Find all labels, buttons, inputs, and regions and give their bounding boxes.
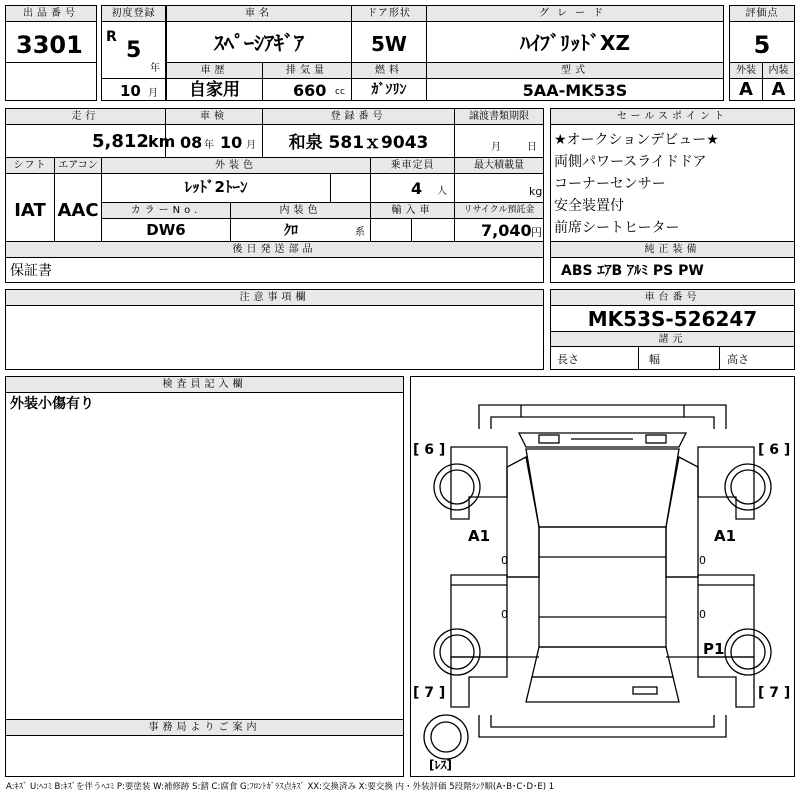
car-name: ｽﾍﾟｰｼｱｷﾞｱ bbox=[214, 31, 304, 55]
registration-number: 和泉 581ｘ9043 bbox=[288, 133, 429, 153]
spare-tire-label: [ﾚｽ] bbox=[429, 758, 452, 772]
history-label: 車歴 bbox=[167, 63, 262, 79]
genuine-equipment: ABS ｴｱB ｱﾙﾐ PS PW bbox=[561, 263, 704, 279]
inspection-cell bbox=[165, 108, 263, 158]
lot-number: 3301 bbox=[16, 31, 83, 59]
grade-label: グレード bbox=[427, 6, 723, 22]
shift-cell bbox=[5, 157, 55, 242]
door-fr bbox=[666, 457, 698, 577]
displacement-unit: cc bbox=[335, 87, 345, 97]
notes-box bbox=[5, 289, 544, 370]
first-reg-cell bbox=[101, 5, 166, 101]
model-cell bbox=[426, 62, 724, 101]
sales-points-box bbox=[550, 108, 795, 242]
int-color: ｸﾛ bbox=[284, 223, 298, 239]
capacity: 4 bbox=[411, 179, 423, 198]
car-diagram-box bbox=[410, 376, 795, 777]
mileage: 5,812 bbox=[92, 131, 149, 152]
zero-mark: 0 bbox=[699, 554, 706, 567]
shift: IAT bbox=[14, 200, 46, 221]
inspector-note: 外装小傷有り bbox=[10, 396, 94, 412]
damage-mark-a1-right: A1 bbox=[714, 527, 737, 545]
transfer-day-unit: 日 bbox=[527, 142, 537, 153]
office-box bbox=[5, 719, 404, 777]
car-diagram bbox=[411, 377, 794, 776]
sales-points-label: セールスポイント bbox=[551, 109, 794, 125]
exterior-grade: A bbox=[739, 79, 753, 100]
first-reg-month-unit: 月 bbox=[148, 88, 158, 99]
shift-label: シフト bbox=[6, 158, 54, 174]
mileage-cell bbox=[5, 108, 176, 158]
inspector-label: 検査員記入欄 bbox=[6, 377, 403, 393]
wheel-fl bbox=[434, 464, 480, 510]
car-name-cell bbox=[166, 5, 352, 63]
door-label: ドア形状 bbox=[352, 6, 426, 22]
sales-point-item: 安全装置付 bbox=[554, 198, 624, 214]
rear-window bbox=[532, 647, 673, 677]
registration-cell bbox=[262, 108, 455, 158]
office-label: 事務局よりご案内 bbox=[6, 720, 403, 736]
score-cell bbox=[729, 5, 795, 63]
int-color-unit: 系 bbox=[355, 227, 365, 238]
aircon-label: エアコン bbox=[55, 158, 101, 174]
color-no: DW6 bbox=[146, 221, 186, 239]
grade-cell bbox=[426, 5, 724, 63]
later-parts-box bbox=[5, 241, 544, 283]
capacity-label: 乗車定員 bbox=[371, 158, 454, 174]
color-no-label: カラーNo. bbox=[102, 203, 230, 219]
max-load-label: 最大積載量 bbox=[455, 158, 543, 174]
sales-point-item: 前席シートヒーター bbox=[554, 220, 680, 236]
zero-mark: 0 bbox=[501, 608, 508, 621]
chassis-label: 車台番号 bbox=[551, 290, 794, 306]
inspection-month: 10 bbox=[220, 133, 243, 152]
fuel: ｶﾞｿﾘﾝ bbox=[371, 82, 407, 98]
mileage-unit: km bbox=[148, 132, 176, 151]
color-no-cell bbox=[101, 202, 231, 242]
damage-mark-a1-left: A1 bbox=[468, 527, 491, 545]
damage-mark-p1: P1 bbox=[703, 640, 725, 658]
first-reg-year-unit: 年 bbox=[150, 63, 160, 74]
fuel-label: 燃料 bbox=[352, 63, 426, 79]
tire-label-rr: [ 7 ] bbox=[758, 685, 791, 701]
ext-color-label: 外装色 bbox=[102, 158, 370, 174]
recycle-amount: 7,040 bbox=[481, 221, 532, 240]
int-color-cell bbox=[230, 202, 371, 242]
tailgate bbox=[526, 677, 679, 702]
import-cell bbox=[370, 202, 455, 242]
interior-grade-cell bbox=[762, 62, 795, 101]
sales-point-item: コーナーセンサー bbox=[554, 176, 666, 192]
tire-label-fr: [ 6 ] bbox=[758, 442, 791, 458]
score: 5 bbox=[753, 31, 771, 59]
inspection-year-unit: 年 bbox=[204, 140, 214, 151]
zero-mark: 0 bbox=[501, 554, 508, 567]
later-parts-label: 後日発送部品 bbox=[6, 242, 543, 258]
grade: ﾊｲﾌﾞﾘｯﾄﾞXZ bbox=[520, 31, 630, 55]
windshield bbox=[526, 449, 679, 527]
roof bbox=[539, 527, 666, 647]
capacity-unit: 人 bbox=[437, 186, 447, 197]
registration-label: 登録番号 bbox=[263, 109, 454, 125]
inspection-month-unit: 月 bbox=[246, 140, 256, 151]
genuine-box bbox=[550, 241, 795, 283]
recycle-unit: 円 bbox=[531, 226, 542, 239]
rear-fender-left bbox=[451, 657, 507, 707]
dims-length-label: 長さ bbox=[557, 353, 579, 366]
inspection-year: 08 bbox=[180, 133, 203, 152]
transfer-month-unit: 月 bbox=[491, 142, 501, 153]
first-reg-year: 5 bbox=[126, 38, 142, 63]
history: 自家用 bbox=[189, 80, 240, 100]
transfer-label: 譲渡書類期限 bbox=[455, 109, 543, 125]
score-label: 評価点 bbox=[730, 6, 794, 22]
recycle-cell bbox=[454, 202, 544, 242]
door-type: 5W bbox=[371, 32, 407, 56]
door-fl bbox=[507, 457, 539, 577]
displacement-label: 排気量 bbox=[263, 63, 351, 79]
wheel-rl bbox=[434, 629, 480, 675]
tire-label-fl: [ 6 ] bbox=[413, 442, 446, 458]
int-color-label: 内装色 bbox=[231, 203, 370, 219]
transfer-cell bbox=[454, 108, 544, 158]
wheel-fr bbox=[725, 464, 771, 510]
aircon-cell bbox=[54, 157, 102, 242]
capacity-cell bbox=[370, 157, 455, 203]
inspector-box bbox=[5, 376, 404, 720]
zero-mark: 0 bbox=[699, 608, 706, 621]
dims-label: 諸元 bbox=[551, 331, 794, 347]
exterior-grade-label: 外装 bbox=[730, 63, 762, 79]
dims-width-label: 幅 bbox=[649, 353, 660, 366]
chassis-number: MK53S-526247 bbox=[587, 307, 758, 331]
first-reg-month: 10 bbox=[120, 82, 141, 100]
later-parts: 保証書 bbox=[10, 263, 52, 279]
import-label: 輸入車 bbox=[371, 203, 454, 219]
first-reg-era: R bbox=[106, 29, 117, 45]
lot-label: 出品番号 bbox=[6, 6, 96, 22]
interior-grade: A bbox=[771, 79, 786, 100]
genuine-label: 純正装備 bbox=[551, 242, 794, 258]
sales-point-item: 両側パワースライドドア bbox=[554, 154, 707, 170]
first-reg-label: 初度登録 bbox=[102, 6, 165, 22]
recycle-label: リサイクル預託金 bbox=[455, 203, 543, 219]
mileage-label: 走行 bbox=[6, 109, 165, 125]
history-cell bbox=[166, 62, 263, 101]
car-name-label: 車名 bbox=[167, 6, 351, 22]
fuel-cell bbox=[351, 62, 427, 101]
sales-point-item: ★オークションデビュー★ bbox=[554, 132, 719, 148]
lot-cell bbox=[5, 5, 97, 101]
tire-label-rl: [ 7 ] bbox=[413, 685, 446, 701]
displacement-cell bbox=[262, 62, 352, 101]
dims-height-label: 高さ bbox=[727, 353, 749, 366]
rear-bumper bbox=[479, 715, 726, 737]
ext-color: ﾚｯﾄﾞ2ﾄｰﾝ bbox=[184, 178, 248, 196]
max-load-cell bbox=[454, 157, 544, 203]
max-load-unit: kg bbox=[529, 185, 543, 198]
chassis-box bbox=[550, 289, 795, 370]
model: 5AA-MK53S bbox=[522, 81, 628, 100]
door-cell bbox=[351, 5, 427, 63]
ext-color-cell bbox=[101, 157, 371, 203]
displacement: 660 bbox=[293, 81, 327, 100]
model-label: 型式 bbox=[427, 63, 723, 79]
notes-label: 注意事項欄 bbox=[6, 290, 543, 306]
interior-grade-label: 内装 bbox=[763, 63, 794, 79]
aircon: AAC bbox=[57, 200, 99, 221]
exterior-grade-cell bbox=[729, 62, 763, 101]
wheel-rr bbox=[725, 629, 771, 675]
inspection-label: 車検 bbox=[166, 109, 262, 125]
rear-fender-right bbox=[698, 657, 754, 707]
damage-legend: A:ｷｽﾞ U:ﾍｺﾐ B:ｷｽﾞを伴うﾍｺﾐ P:要塗装 W:補修跡 S:錆 C:腐食 G:ﾌﾛﾝﾄｶﾞﾗｽ点ｷｽﾞ XX:交換済み X:要交換 内・外装評価 5段階ﾗﾝｸ順(A･B･C･D･E) 1 bbox=[6, 782, 555, 792]
